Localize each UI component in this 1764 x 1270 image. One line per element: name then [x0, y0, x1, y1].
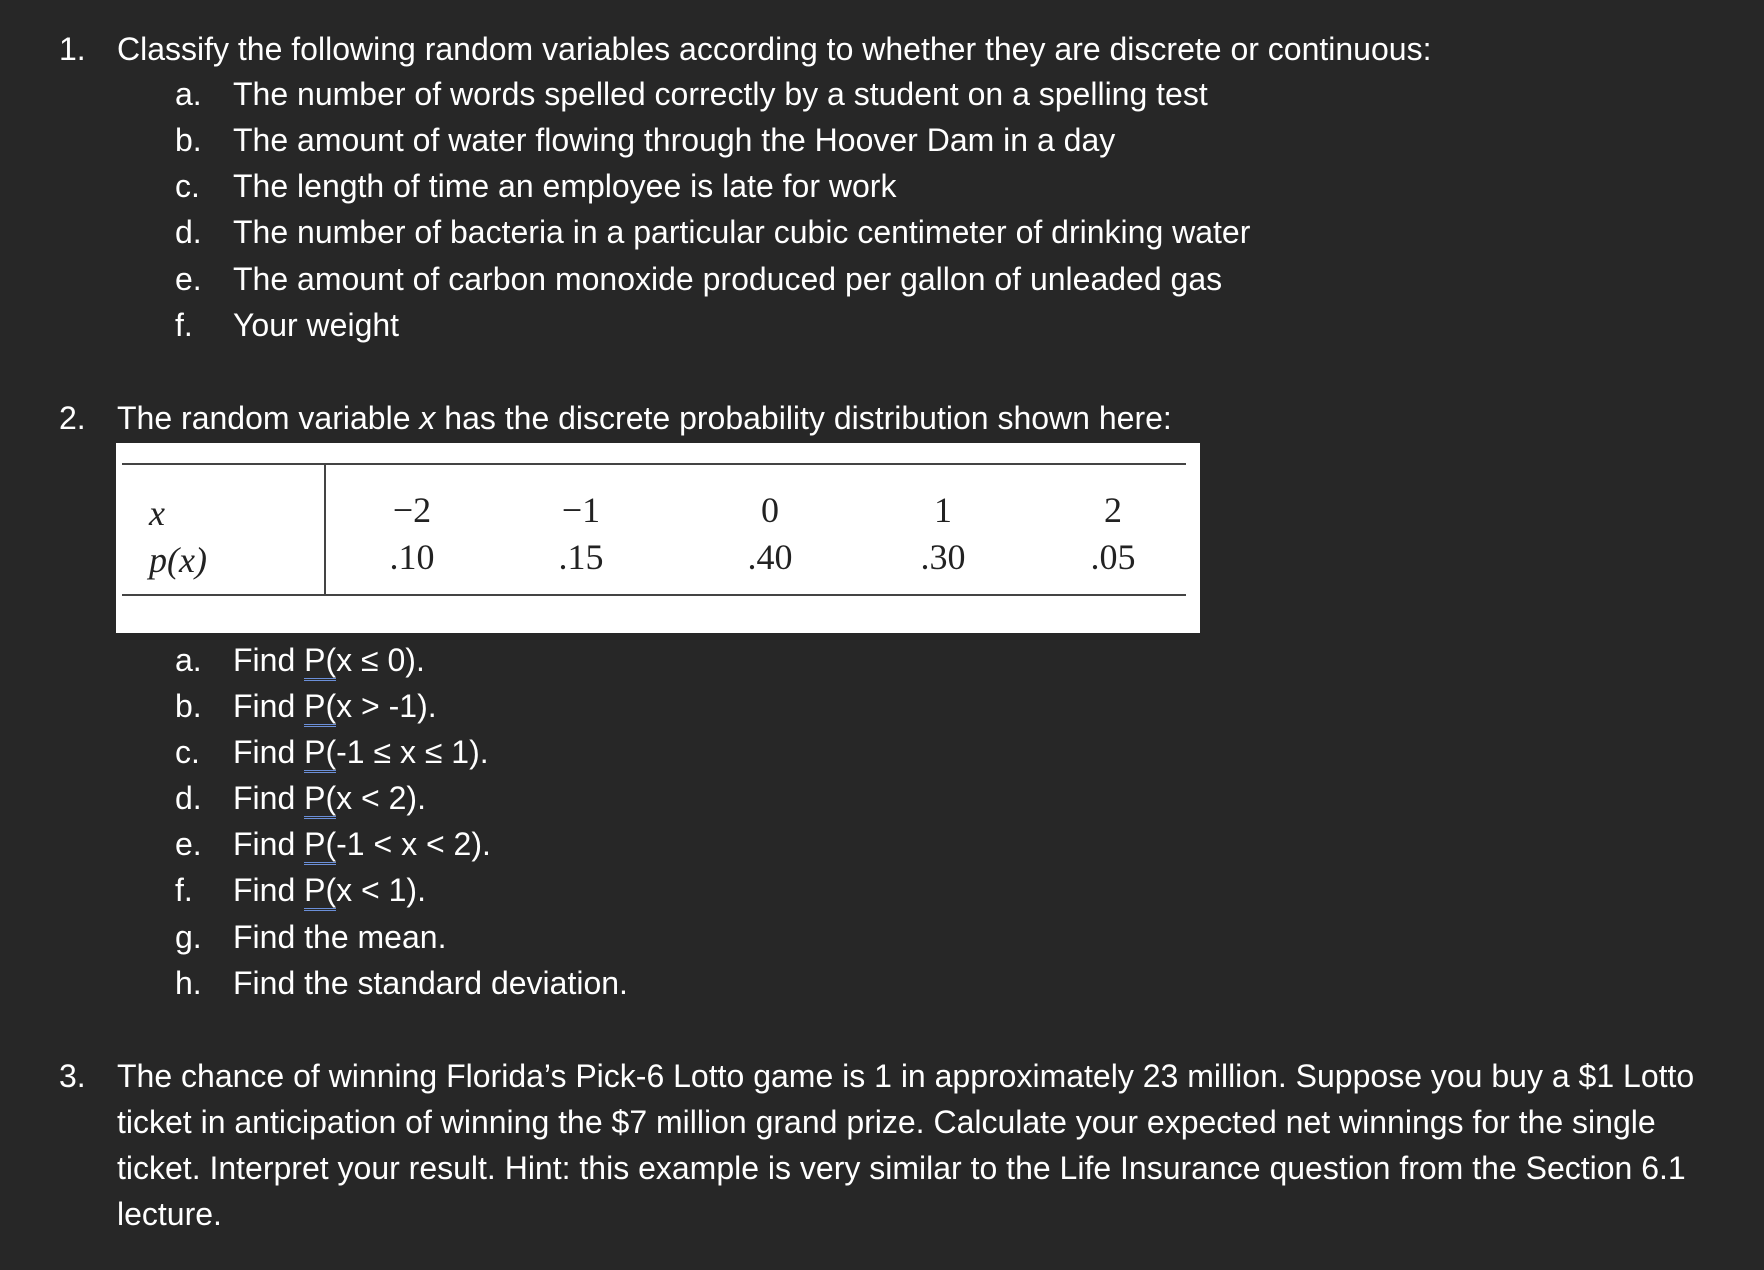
row-label-px: p(x)	[149, 540, 207, 580]
q1-item-text: The number of bacteria in a particular cubic centimeter of drinking water	[233, 214, 1251, 250]
q2-item-letter: c.	[175, 734, 200, 770]
q2-item-text	[233, 640, 425, 680]
q2-item-post: x < 1).	[336, 872, 426, 908]
q1-item-text: Your weight	[233, 307, 400, 343]
q1-item-letter: e.	[175, 261, 202, 297]
q2-item-pre: Find	[233, 642, 305, 678]
q2-number: 2.	[59, 400, 86, 436]
q2-prompt-before: The random variable	[117, 400, 420, 436]
q2-item-pre: Find	[233, 872, 305, 908]
q2-item-post: x ≤ 0).	[336, 642, 425, 678]
q1-item-letter: b.	[175, 122, 202, 158]
x-value: 2	[1104, 490, 1122, 530]
table-bottom-rule	[122, 594, 1186, 596]
q2-item-letter: f.	[175, 872, 193, 908]
q1-prompt: Classify the following random variables according to whether they are discrete or continuous:	[117, 31, 1432, 67]
q2-prompt	[117, 398, 1172, 438]
q2-item-post: x < 2).	[336, 780, 426, 816]
q2-item-text	[233, 778, 426, 818]
q1-item-text: The amount of water flowing through the Hoover Dam in a day	[233, 122, 1116, 158]
q2-item-letter: h.	[175, 965, 202, 1001]
q2-item-pre: Find	[233, 826, 305, 862]
p-value: .40	[747, 537, 793, 577]
q2-item-text: Find the mean.	[233, 919, 447, 955]
q3-text: lecture.	[117, 1196, 222, 1232]
q2-item-pre: Find	[233, 734, 305, 770]
q3-text: The chance of winning Florida’s Pick-6 Lotto game is 1 in approximately 23 million. Suppose you buy a $1 Lotto	[117, 1058, 1695, 1094]
q2-item-letter: d.	[175, 780, 202, 816]
q2-item-post: -1 ≤ x ≤ 1).	[336, 734, 489, 770]
q2-item-text	[233, 870, 426, 910]
q2-item-post: x > -1).	[336, 688, 437, 724]
q2-item-text	[233, 732, 489, 772]
q2-item-underlined: P(	[304, 688, 336, 727]
q3-number: 3.	[59, 1058, 86, 1094]
p-value: .15	[558, 537, 604, 577]
q2-item-underlined: P(	[304, 780, 336, 819]
q1-item-letter: a.	[175, 76, 202, 112]
q2-item-underlined: P(	[304, 872, 336, 911]
q2-item-underlined: P(	[304, 826, 336, 865]
q2-item-text	[233, 824, 491, 864]
p-value: .05	[1090, 537, 1136, 577]
q1-item-letter: c.	[175, 168, 200, 204]
q2-prompt-var: x	[419, 400, 436, 436]
q2-item-letter: g.	[175, 919, 202, 955]
q2-item-underlined: P(	[304, 642, 336, 681]
q2-item-letter: e.	[175, 826, 202, 862]
table-divider	[324, 465, 326, 594]
x-value: 0	[761, 490, 779, 530]
q3-text: ticket in anticipation of winning the $7 million grand prize. Calculate your expected net winnings for the single	[117, 1104, 1656, 1140]
x-value: −2	[392, 490, 432, 530]
q2-item-letter: b.	[175, 688, 202, 724]
q1-item-letter: f.	[175, 307, 193, 343]
p-value: .10	[389, 537, 435, 577]
q1-item-text: The amount of carbon monoxide produced per gallon of unleaded gas	[233, 261, 1223, 297]
q2-item-pre: Find	[233, 688, 305, 724]
row-label-x: x	[149, 493, 165, 533]
q2-item-text	[233, 686, 437, 726]
q2-prompt-after: has the discrete probability distribution shown here:	[435, 400, 1172, 436]
q1-item-letter: d.	[175, 214, 202, 250]
q2-item-underlined: P(	[304, 734, 336, 773]
distribution-table	[116, 443, 1200, 633]
x-value: −1	[561, 490, 601, 530]
q2-item-text: Find the standard deviation.	[233, 965, 628, 1001]
q1-number: 1.	[59, 31, 86, 67]
x-value: 1	[934, 490, 952, 530]
table-top-rule	[122, 463, 1186, 465]
q2-item-post: -1 < x < 2).	[336, 826, 491, 862]
q3-text: ticket. Interpret your result. Hint: this example is very similar to the Life Insurance question from the Section 6.1	[117, 1150, 1686, 1186]
q1-item-text: The length of time an employee is late for work	[233, 168, 897, 204]
q1-item-text: The number of words spelled correctly by a student on a spelling test	[233, 76, 1208, 112]
p-value: .30	[920, 537, 966, 577]
q2-item-letter: a.	[175, 642, 202, 678]
q2-item-pre: Find	[233, 780, 305, 816]
